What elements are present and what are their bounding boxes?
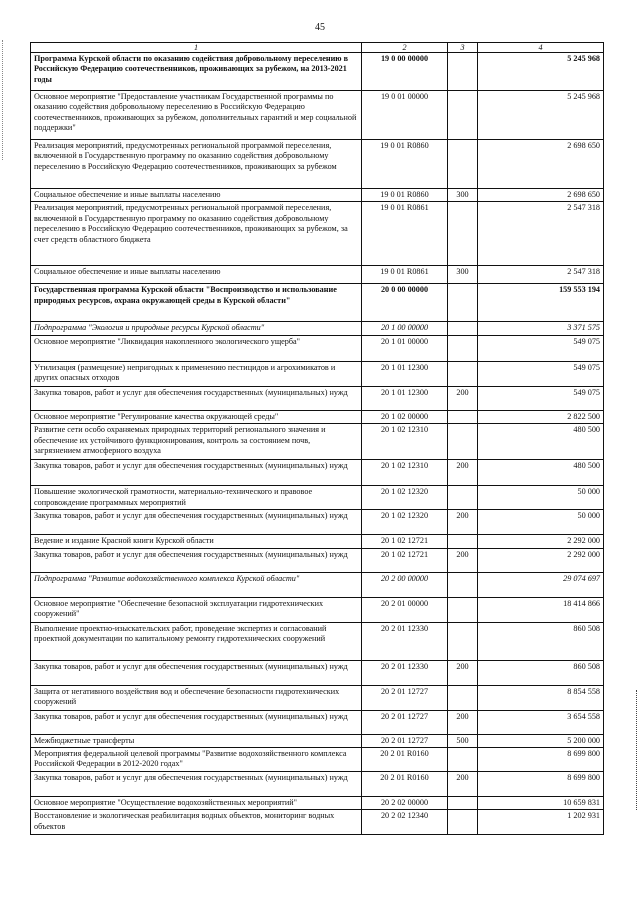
table-row: [31, 386, 604, 410]
cell-sum: 159 553 194: [478, 284, 604, 322]
cell-code: 20 1 02 12310: [362, 460, 448, 486]
cell-code: 20 2 00 00000: [362, 572, 448, 597]
cell-name: Подпрограмма "Развитие водохозяйственного комплекса Курской области": [31, 572, 362, 597]
cell-code: 20 2 01 12727: [362, 710, 448, 734]
cell-name: Межбюджетные трансферты: [31, 734, 362, 747]
cell-sum: 8 699 800: [478, 772, 604, 797]
cell-type: [448, 202, 478, 266]
cell-code: 20 1 01 00000: [362, 335, 448, 361]
cell-sum: 10 659 831: [478, 797, 604, 810]
cell-type: [448, 810, 478, 835]
cell-name: Программа Курской области по оказанию содействия добровольному переселению в Российскую Федерацию соотечественников, проживающих за рубежом, на 2013-2021 годы: [31, 53, 362, 91]
table-row: [31, 535, 604, 548]
header-col-1: 1: [31, 43, 362, 53]
table-row: [31, 410, 604, 423]
cell-name: Закупка товаров, работ и услуг для обеспечения государственных (муниципальных) нужд: [31, 772, 362, 797]
table-row: [31, 335, 604, 361]
cell-sum: 5 245 968: [478, 91, 604, 140]
cell-code: 20 2 01 R0160: [362, 772, 448, 797]
cell-name: Закупка товаров, работ и услуг для обеспечения государственных (муниципальных) нужд: [31, 548, 362, 572]
cell-type: [448, 486, 478, 510]
table-row: [31, 734, 604, 747]
cell-code: 20 2 02 00000: [362, 797, 448, 810]
table-row: [31, 266, 604, 284]
cell-type: [448, 535, 478, 548]
table-row: [31, 140, 604, 189]
cell-name: Восстановление и экологическая реабилитация водных объектов, мониторинг водных объектов: [31, 810, 362, 835]
cell-type: 200: [448, 660, 478, 685]
cell-type: [448, 91, 478, 140]
cell-type: 200: [448, 548, 478, 572]
cell-name: Мероприятия федеральной целевой программы "Развитие водохозяйственного комплекса Российской Федерации в 2012-2020 годах": [31, 748, 362, 772]
cell-sum: 2 547 318: [478, 266, 604, 284]
cell-code: 20 1 02 12721: [362, 548, 448, 572]
cell-type: [448, 622, 478, 660]
cell-sum: 1 202 931: [478, 810, 604, 835]
cell-type: [448, 361, 478, 386]
cell-name: Утилизация (размещение) непригодных к применению пестицидов и агрохимикатов и других опасных отходов: [31, 361, 362, 386]
cell-name: Социальное обеспечение и иные выплаты населению: [31, 189, 362, 202]
cell-sum: 5 245 968: [478, 53, 604, 91]
cell-type: [448, 284, 478, 322]
cell-name: Ведение и издание Красной книги Курской области: [31, 535, 362, 548]
cell-code: 20 2 01 00000: [362, 597, 448, 622]
cell-name: Основное мероприятие "Регулирование качества окружающей среды": [31, 410, 362, 423]
binding-edge-marks: [2, 40, 3, 160]
cell-sum: 3 371 575: [478, 322, 604, 335]
cell-name: Закупка товаров, работ и услуг для обеспечения государственных (муниципальных) нужд: [31, 710, 362, 734]
table-row: [31, 772, 604, 797]
table-row: [31, 548, 604, 572]
cell-code: 20 1 02 12721: [362, 535, 448, 548]
cell-code: 20 2 01 R0160: [362, 748, 448, 772]
cell-type: [448, 335, 478, 361]
cell-sum: 50 000: [478, 486, 604, 510]
cell-sum: 3 654 558: [478, 710, 604, 734]
cell-type: 200: [448, 386, 478, 410]
cell-sum: 2 292 000: [478, 535, 604, 548]
cell-sum: 2 822 500: [478, 410, 604, 423]
cell-code: 20 1 02 12320: [362, 486, 448, 510]
table-row: [31, 660, 604, 685]
budget-table: [30, 42, 604, 835]
cell-name: Закупка товаров, работ и услуг для обеспечения государственных (муниципальных) нужд: [31, 660, 362, 685]
cell-sum: 549 075: [478, 361, 604, 386]
cell-type: 300: [448, 189, 478, 202]
header-col-2: 2: [362, 43, 448, 53]
cell-name: Подпрограмма "Экология и природные ресурсы Курской области": [31, 322, 362, 335]
table-row: [31, 189, 604, 202]
cell-code: 20 2 01 12727: [362, 734, 448, 747]
table-row: [31, 572, 604, 597]
cell-code: 20 2 01 12330: [362, 660, 448, 685]
cell-type: 200: [448, 710, 478, 734]
table-row: [31, 322, 604, 335]
cell-type: [448, 597, 478, 622]
cell-type: 300: [448, 266, 478, 284]
cell-code: 19 0 01 R0860: [362, 140, 448, 189]
cell-code: 19 0 01 00000: [362, 91, 448, 140]
cell-code: 20 2 01 12330: [362, 622, 448, 660]
table-row: [31, 597, 604, 622]
table-row: [31, 748, 604, 772]
cell-sum: 480 500: [478, 424, 604, 460]
table-row: [31, 91, 604, 140]
cell-name: Основное мероприятие "Осуществление водохозяйственных мероприятий": [31, 797, 362, 810]
table-row: [31, 424, 604, 460]
cell-type: [448, 140, 478, 189]
cell-code: 20 1 02 12310: [362, 424, 448, 460]
table-row: [31, 622, 604, 660]
cell-name: Социальное обеспечение и иные выплаты населению: [31, 266, 362, 284]
cell-type: 200: [448, 772, 478, 797]
cell-code: 20 2 01 12727: [362, 685, 448, 710]
cell-code: 20 1 02 00000: [362, 410, 448, 423]
header-col-4: 4: [478, 43, 604, 53]
cell-sum: 29 074 697: [478, 572, 604, 597]
cell-sum: 2 698 650: [478, 189, 604, 202]
header-col-3: 3: [448, 43, 478, 53]
cell-name: Реализация мероприятий, предусмотренных региональной программой переселения, включенной в Государственную программу по оказанию содействия добровольному переселению в Российскую Федерацию соотечественников, проживающих за рубежом: [31, 140, 362, 189]
table-row: [31, 202, 604, 266]
cell-sum: 860 508: [478, 622, 604, 660]
cell-code: 20 1 01 12300: [362, 386, 448, 410]
cell-type: 500: [448, 734, 478, 747]
table-row: [31, 797, 604, 810]
cell-name: Закупка товаров, работ и услуг для обеспечения государственных (муниципальных) нужд: [31, 510, 362, 535]
page-number: 45: [315, 22, 325, 33]
cell-sum: 8 854 558: [478, 685, 604, 710]
cell-code: 20 0 00 00000: [362, 284, 448, 322]
table-row: [31, 486, 604, 510]
table-row: [31, 810, 604, 835]
cell-name: Реализация мероприятий, предусмотренных региональной программой переселения, включенной в Государственную программу по оказанию содействия добровольному переселению в Российскую Федерацию соотечественников, проживающих за рубежом, за счет средств областного бюджета: [31, 202, 362, 266]
cell-name: Основное мероприятие "Предоставление участникам Государственной программы по оказанию содействия добровольному переселению в Российскую Федерацию соотечественников, проживающих за рубежом, дополнительных гарантий и мер социальной поддержки": [31, 91, 362, 140]
header-row: [31, 43, 604, 53]
cell-sum: 2 698 650: [478, 140, 604, 189]
cell-sum: 18 414 866: [478, 597, 604, 622]
cell-type: [448, 748, 478, 772]
cell-sum: 549 075: [478, 335, 604, 361]
table-row: [31, 710, 604, 734]
table-row: [31, 685, 604, 710]
cell-code: 19 0 01 R0860: [362, 189, 448, 202]
cell-sum: 2 292 000: [478, 548, 604, 572]
cell-code: 20 1 01 12300: [362, 361, 448, 386]
cell-type: [448, 322, 478, 335]
cell-sum: 2 547 318: [478, 202, 604, 266]
cell-type: [448, 572, 478, 597]
cell-sum: 480 500: [478, 460, 604, 486]
cell-sum: 860 508: [478, 660, 604, 685]
cell-name: Выполнение проектно-изыскательских работ, проведение экспертиз и согласований проектной документации по капитальному ремонту гидротехнических сооружений: [31, 622, 362, 660]
cell-name: Основное мероприятие "Обеспечение безопасной эксплуатации гидротехнических сооружений": [31, 597, 362, 622]
scan-edge-marks: [636, 690, 637, 810]
cell-name: Основное мероприятие "Ликвидация накопленного экологического ущерба": [31, 335, 362, 361]
cell-type: [448, 685, 478, 710]
cell-sum: 8 699 800: [478, 748, 604, 772]
cell-name: Развитие сети особо охраняемых природных территорий регионального значения и обеспечение их устойчивого функционирования, контроль за состоянием почв, загрязнением атмосферного воздуха: [31, 424, 362, 460]
table-row: [31, 53, 604, 91]
cell-type: [448, 410, 478, 423]
cell-name: Повышение экологической грамотности, материально-технического и правовое сопровождение программных мероприятий: [31, 486, 362, 510]
cell-code: 19 0 01 R0861: [362, 266, 448, 284]
cell-code: 19 0 00 00000: [362, 53, 448, 91]
cell-type: [448, 424, 478, 460]
cell-code: 20 1 02 12320: [362, 510, 448, 535]
cell-type: [448, 797, 478, 810]
cell-name: Государственная программа Курской области "Воспроизводство и использование природных ресурсов, охрана окружающей среды в Курской области": [31, 284, 362, 322]
cell-type: 200: [448, 510, 478, 535]
table-row: [31, 284, 604, 322]
cell-type: 200: [448, 460, 478, 486]
cell-name: Закупка товаров, работ и услуг для обеспечения государственных (муниципальных) нужд: [31, 386, 362, 410]
cell-code: 19 0 01 R0861: [362, 202, 448, 266]
cell-code: 20 2 02 12340: [362, 810, 448, 835]
cell-name: Защита от негативного воздействия вод и обеспечение безопасности гидротехнических сооружений: [31, 685, 362, 710]
cell-type: [448, 53, 478, 91]
cell-code: 20 1 00 00000: [362, 322, 448, 335]
cell-sum: 5 200 000: [478, 734, 604, 747]
cell-name: Закупка товаров, работ и услуг для обеспечения государственных (муниципальных) нужд: [31, 460, 362, 486]
table-row: [31, 510, 604, 535]
cell-sum: 50 000: [478, 510, 604, 535]
table-row: [31, 460, 604, 486]
cell-sum: 549 075: [478, 386, 604, 410]
table-row: [31, 361, 604, 386]
